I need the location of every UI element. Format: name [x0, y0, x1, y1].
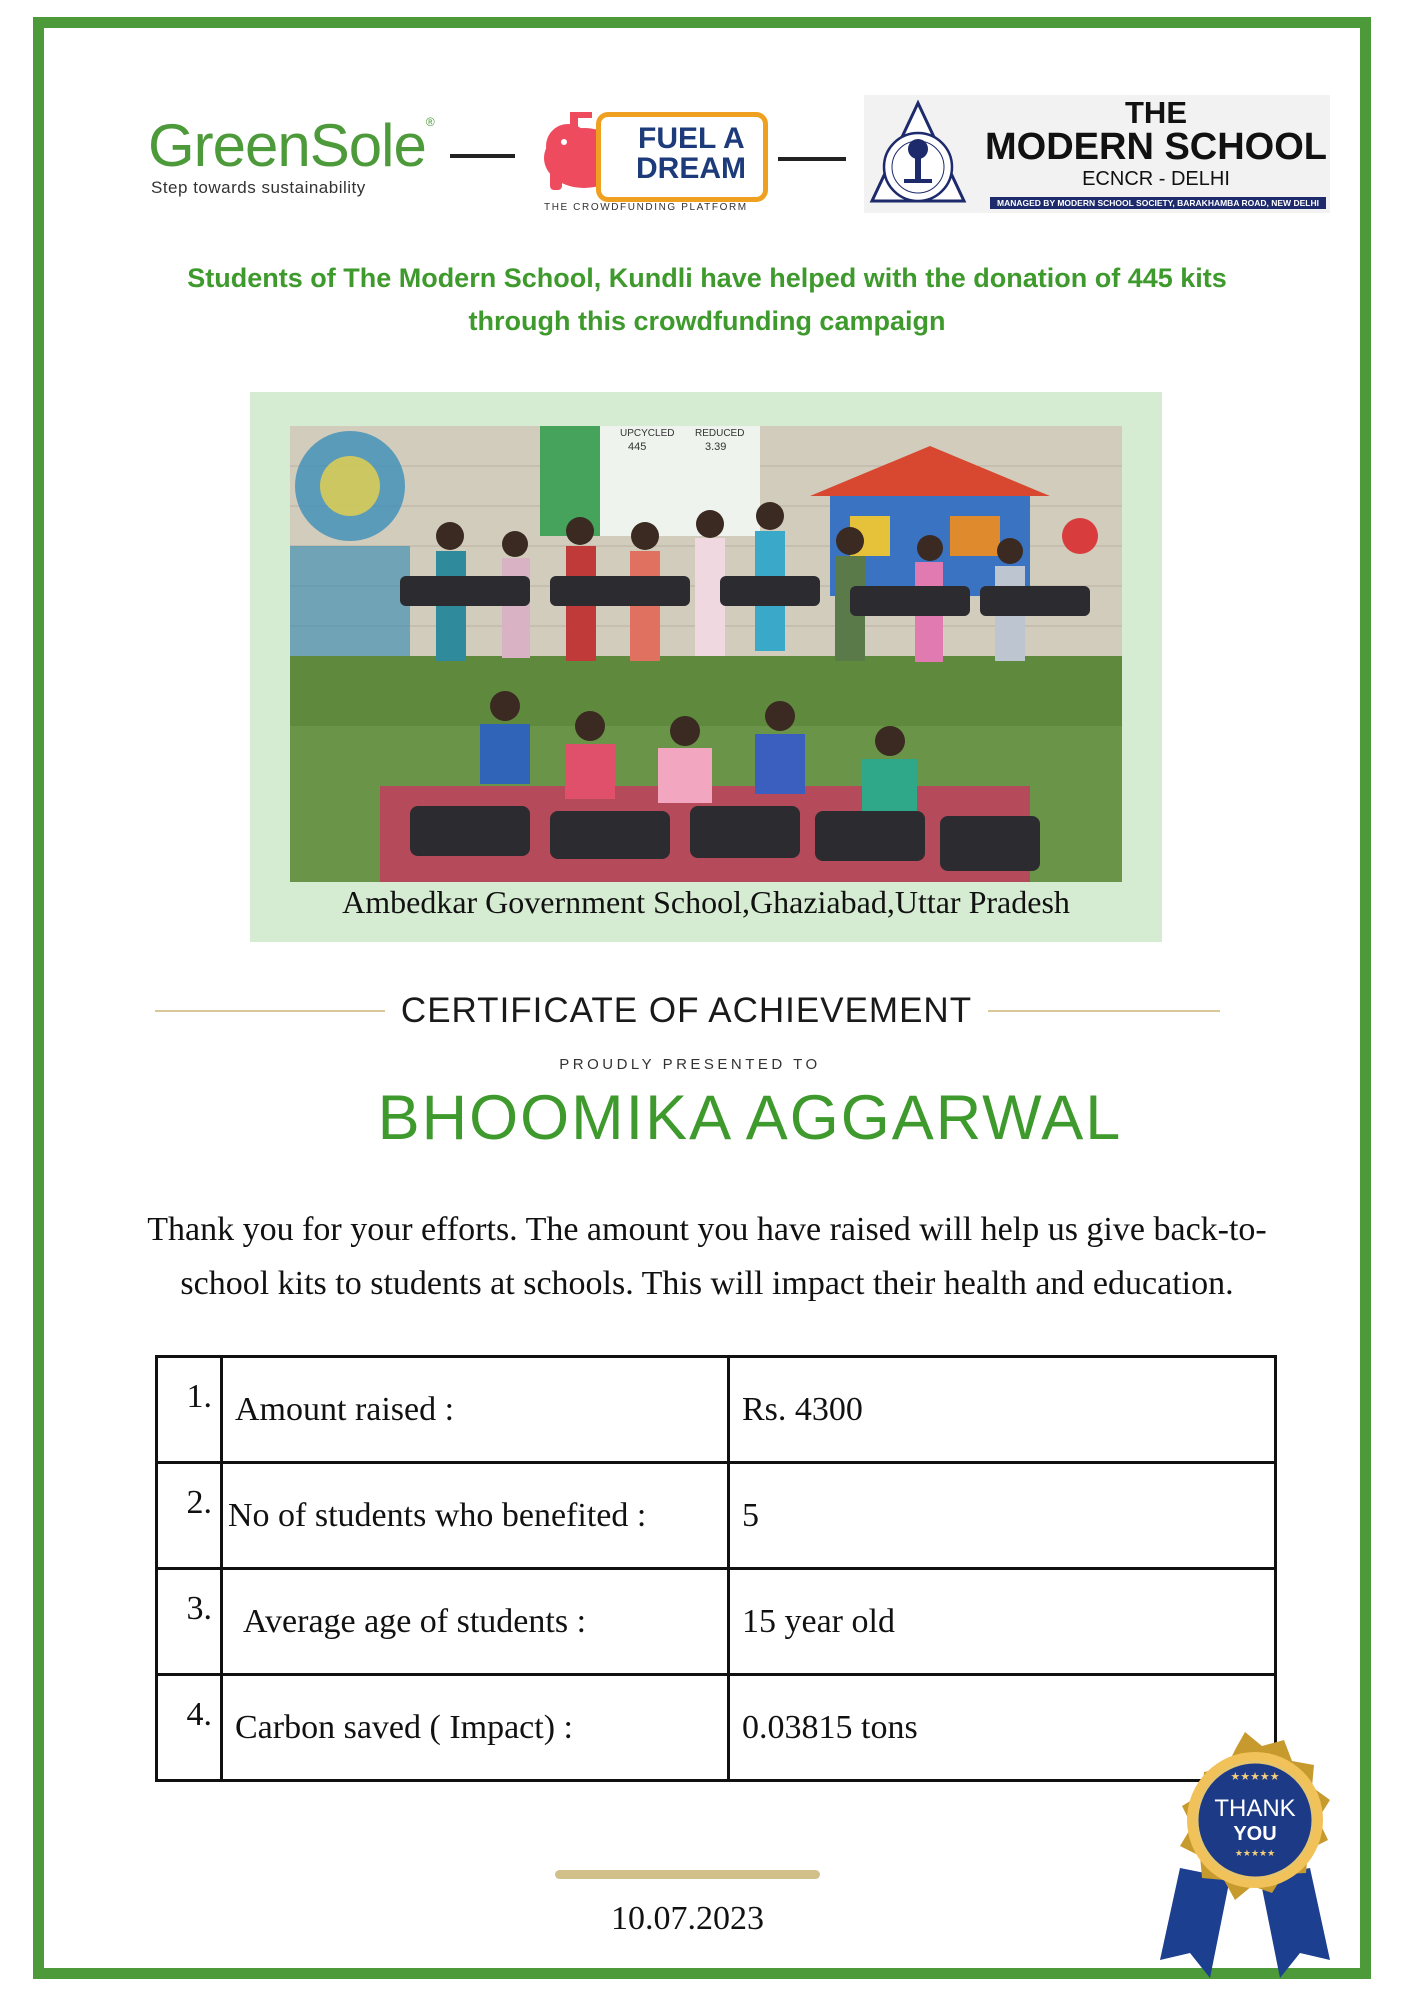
row-value: Rs. 4300	[729, 1357, 1276, 1463]
recipient-name: BHOOMIKA AGGARWAL	[377, 1083, 1123, 1153]
fuel-line2: DREAM	[636, 152, 746, 185]
gold-rule-right	[988, 1010, 1220, 1012]
row-value: 0.03815 tons	[729, 1675, 1276, 1781]
message-line2: school kits to students at schools. This will impact their health and education.	[180, 1265, 1234, 1302]
banner-label1: UPCYCLED	[620, 428, 675, 439]
modern-band: MANAGED BY MODERN SCHOOL SOCIETY, BARAKHAMBA ROAD, NEW DELHI	[990, 197, 1326, 209]
table-row	[157, 1569, 1276, 1675]
table-row	[157, 1463, 1276, 1569]
banner-label2: REDUCED	[695, 428, 745, 439]
stats-table	[155, 1355, 1280, 1783]
row-label: Average age of students :	[222, 1569, 729, 1675]
certificate-title: CERTIFICATE OF ACHIEVEMENT	[400, 991, 973, 1030]
registered-mark: ®	[425, 115, 434, 129]
date-underline	[555, 1870, 820, 1879]
message-line1: Thank you for your efforts. The amount you have raised will help us give back-to-	[147, 1211, 1267, 1248]
seal-line2: YOU	[1233, 1823, 1277, 1845]
row-label: No of students who benefited :	[222, 1463, 729, 1569]
fuel-a-dream-logo	[536, 106, 766, 216]
modern-line3: ECNCR - DELHI	[1082, 168, 1230, 190]
presented-to: PROUDLY PRESENTED TO	[559, 1056, 821, 1073]
intro-text	[60, 257, 1354, 343]
school-crest-icon	[868, 97, 968, 209]
seal-stars-bottom: ★★★★★	[1234, 1849, 1276, 1859]
thank-you-message	[40, 1203, 1374, 1311]
row-label: Carbon saved ( Impact) :	[222, 1675, 729, 1781]
greensole-name: GreenSole	[148, 112, 426, 179]
row-value: 15 year old	[729, 1569, 1276, 1675]
seal-line1: THANK	[1214, 1795, 1296, 1822]
gold-rule-left	[155, 1010, 385, 1012]
table-row	[157, 1357, 1276, 1463]
greensole-logo	[148, 112, 434, 201]
certificate-date: 10.07.2023	[611, 1900, 764, 1937]
row-number: 1.	[157, 1357, 222, 1463]
greensole-tagline: Step towards sustainability	[151, 178, 366, 197]
row-label: Amount raised :	[222, 1357, 729, 1463]
thank-you-seal	[1140, 1728, 1350, 1988]
modern-line1: THE	[1125, 95, 1187, 130]
modern-school-logo	[864, 95, 1330, 213]
row-number: 3.	[157, 1569, 222, 1675]
seal-stars-top: ★★★★★	[1230, 1770, 1280, 1783]
ribbon-badge-icon	[1140, 1728, 1350, 1988]
fuel-tagline: THE CROWDFUNDING PLATFORM	[544, 202, 748, 213]
logo-separator	[450, 154, 515, 158]
logo-separator	[778, 157, 846, 161]
row-value: 5	[729, 1463, 1276, 1569]
row-number: 2.	[157, 1463, 222, 1569]
table-row	[157, 1675, 1276, 1781]
intro-line2: through this crowdfunding campaign	[468, 306, 946, 336]
banner-value2: 3.39	[705, 441, 727, 453]
photo-panel	[250, 392, 1162, 942]
row-number: 4.	[157, 1675, 222, 1781]
photo-caption: Ambedkar Government School,Ghaziabad,Uttar Pradesh	[342, 884, 1070, 920]
banner-value1: 445	[628, 441, 647, 453]
fuel-line1: FUEL A	[638, 122, 745, 155]
students-photo	[290, 426, 1122, 882]
modern-line2: MODERN SCHOOL	[985, 126, 1327, 168]
intro-line1: Students of The Modern School, Kundli have helped with the donation of 445 kits	[187, 263, 1227, 293]
